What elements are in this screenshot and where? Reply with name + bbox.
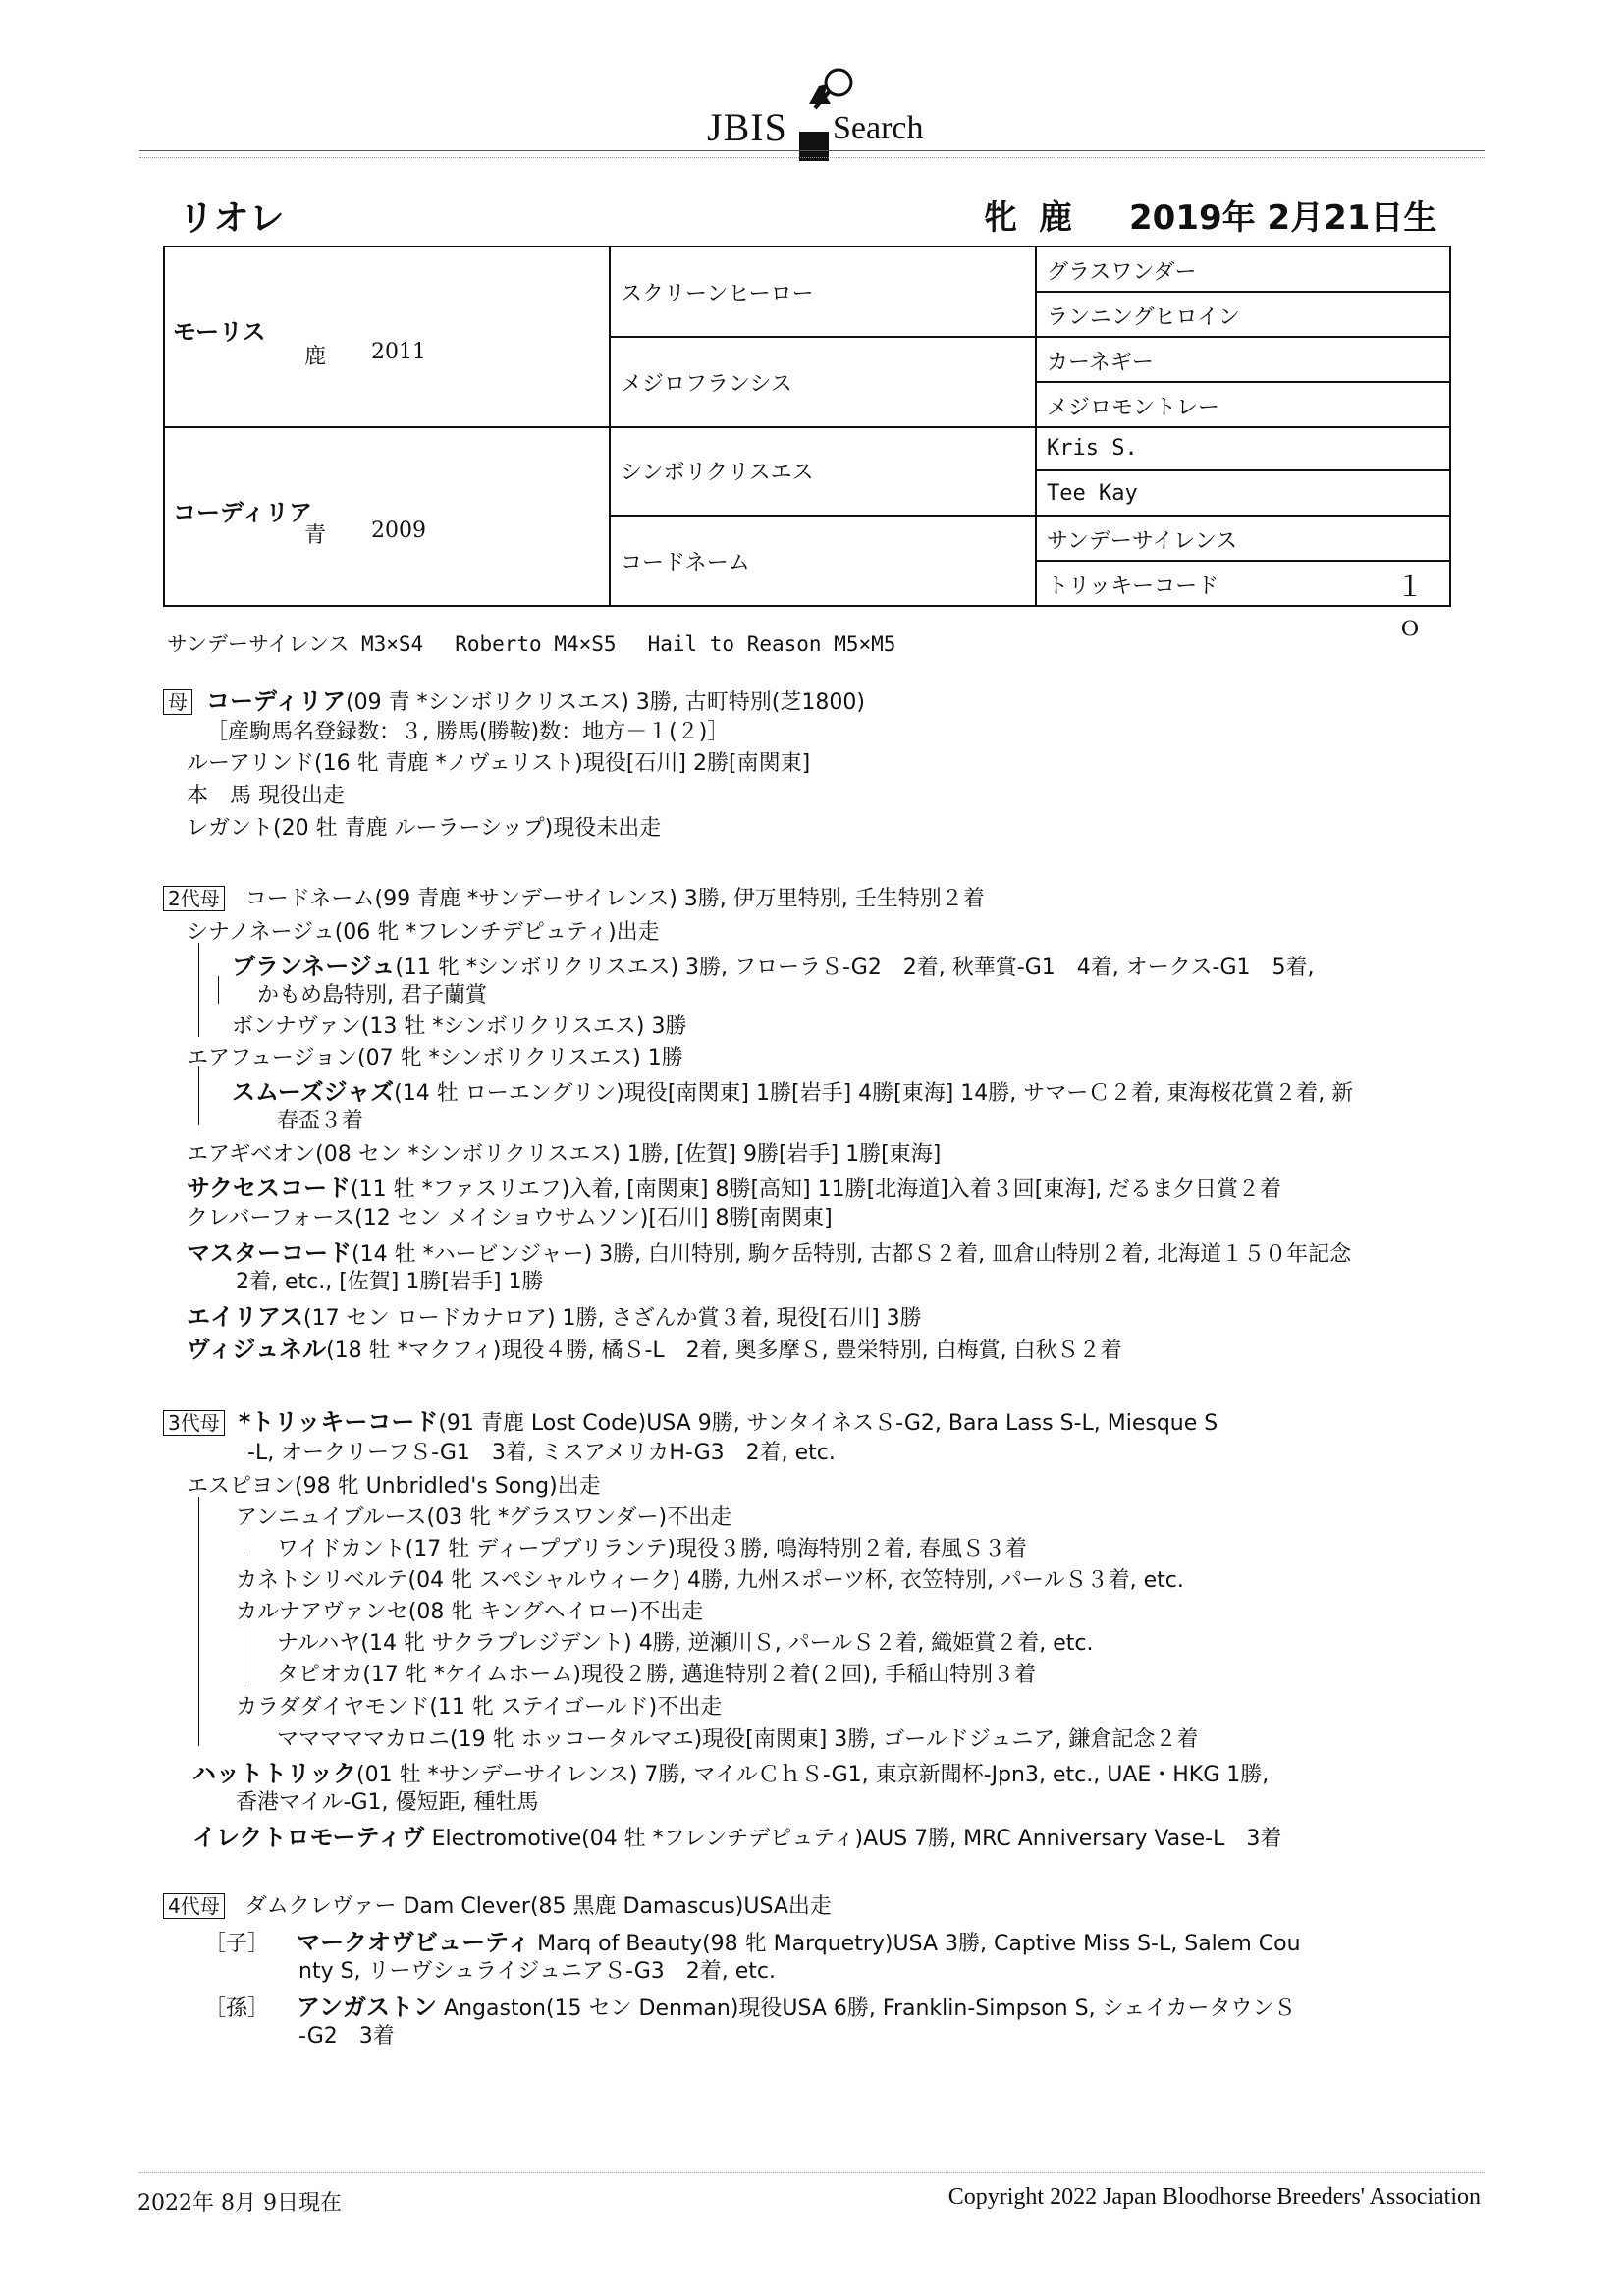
g3-line-9: カラダダイヤモンド(11 牝 ステイゴールド)不出走 — [236, 1695, 723, 1720]
great-grandparent-5: Kris S. — [1047, 436, 1138, 461]
g2-line-10: クレバーフォース(12 セン メイショウサムソン)[石川] 8勝[南関東] — [187, 1206, 833, 1230]
dam-progeny-3: レガント(20 牡 青鹿 ルーラーシップ)現役未出走 — [187, 816, 662, 841]
section-tag-fourth-dam: 4代母 — [163, 1893, 225, 1919]
tree-bar — [198, 1497, 199, 1746]
great-grandparent-1: グラスワンダー — [1047, 260, 1197, 285]
footer-copyright: Copyright 2022 Japan Bloodhorse Breeders' Association — [947, 2184, 1481, 2210]
second-dam-detail: コードネーム(99 青鹿 *サンデーサイレンス) 3勝, 伊万里特別, 壬生特別２着 — [244, 887, 985, 911]
g3-line-13: イレクトロモーティヴ Electromotive(04 牡 *フレンチデピュティ)AUS 7勝, MRC Anniversary Vase-L 3着 — [192, 1824, 1282, 1851]
grandparent-1: スクリーンヒーロー — [621, 282, 814, 306]
g4-line-2: nty S, リーヴシュライジュニアＳ-G3 2着, etc. — [298, 1959, 777, 1984]
great-grandparent-6: Tee Kay — [1047, 481, 1138, 506]
sire-name: モーリス — [173, 318, 266, 346]
tree-bar — [198, 1066, 199, 1125]
footer-rule — [139, 2172, 1485, 2173]
g3-line-11: ハットトリック(01 牡 *サンデーサイレンス) 7勝, マイルＣｈＳ-G1, 東京新聞杯-Jpn3, etc., UAE・HKG 1勝, — [192, 1760, 1270, 1787]
g2-line-7: 春盃３着 — [277, 1109, 364, 1133]
section-tag-third-dam: 3代母 — [163, 1410, 225, 1436]
inbreeding-item: Roberto M4×S5 — [455, 632, 617, 656]
inbreeding-item: サンデーサイレンス M3×S4 — [167, 632, 424, 656]
g3-line-1: -L, オークリーフＳ-G1 3着, ミスアメリカH-G3 2着, etc. — [247, 1441, 836, 1465]
dam-progeny-summary: ［産駒馬名登録数：３, 勝馬(勝鞍)数：地方－１(２)］ — [206, 720, 730, 744]
g3-line-3: アンニュイブルース(03 牝 *グラスワンダー)不出走 — [236, 1505, 732, 1530]
grandparent-4: コードネーム — [621, 551, 750, 575]
horse-sex: 牝 — [984, 198, 1017, 238]
sire-year: 2011 — [371, 340, 426, 364]
section-tag-second-dam: 2代母 — [163, 886, 225, 911]
header-rule — [139, 150, 1485, 151]
great-grandparent-2: ランニングヒロイン — [1047, 305, 1240, 330]
inbreeding-line — [167, 629, 927, 658]
horse-color: 鹿 — [1039, 198, 1072, 238]
g3-line-6: カルナアヴァンセ(08 牝 キングヘイロー)不出走 — [236, 1600, 704, 1624]
g2-line-4: ボンナヴァン(13 牡 *シンボリクリスエス) 3勝 — [232, 1014, 687, 1039]
g2-line-14: ヴィジュネル(18 牡 *マクフィ)現役４勝, 橘Ｓ-L 2着, 奥多摩Ｓ, 豊栄特別, 白梅賞, 白秋Ｓ２着 — [187, 1336, 1122, 1363]
dam-progeny-2: 本 馬 現役出走 — [187, 784, 345, 808]
g2-line-11: マスターコード(14 牡 *ハービンジャー) 3勝, 白川特別, 駒ケ岳特別, 古都Ｓ２着, 皿倉山特別２着, 北海道１５０年記念 — [187, 1239, 1352, 1267]
g3-line-5: カネトシリベルテ(04 牝 スペシャルウィーク) 4勝, 九州スポーツ杯, 衣笠特別, パールＳ３着, etc. — [236, 1568, 1184, 1593]
g3-line-7: ナルハヤ(14 牝 サクラプレジデント) 4勝, 逆瀬川Ｓ, パールＳ２着, 織姫賞２着, etc. — [277, 1631, 1094, 1656]
inbreeding-item: Hail to Reason M5×M5 — [647, 632, 896, 656]
g2-line-5: エアフュージョン(07 牝 *シンボリクリスエス) 1勝 — [187, 1046, 683, 1070]
third-dam-heading: 3代母 *トリッキーコード(91 青鹿 Lost Code)USA 9勝, サンタイネスＳ-G2, Bara Lass S-L, Miesque S — [163, 1402, 1218, 1437]
sire-color: 鹿 — [304, 345, 327, 369]
g2-line-6: スムーズジャズ(14 牡 ローエングリン)現役[南関東] 1勝[岩手] 4勝[東海] 14勝, サマーＣ２着, 東海桜花賞２着, 新 — [232, 1078, 1354, 1106]
jbis-search-logo — [707, 61, 943, 149]
horse-birth-date: 2019年 2月21日生 — [1129, 198, 1437, 238]
tree-bar — [218, 976, 219, 1004]
dam-heading-name: コーディリア — [206, 687, 347, 715]
logo-jbis-text: JBIS — [707, 105, 787, 149]
g3-line-2: エスピヨン(98 牝 Unbridled's Song)出走 — [187, 1474, 601, 1499]
grandparent-3: シンボリクリスエス — [621, 461, 814, 485]
g4-line-3: ［孫］ アンガストン Angaston(15 セン Denman)現役USA 6勝, Franklin-Simpson S, シェイカータウンＳ — [204, 1994, 1296, 2021]
g2-line-3: かもめ島特別, 君子蘭賞 — [257, 983, 487, 1008]
g4-line-1: ［子］ マークオヴビューティ Marq of Beauty(98 牝 Marquetry)USA 3勝, Captive Miss S-L, Salem Cou — [204, 1929, 1301, 1956]
great-grandparent-4: メジロモントレー — [1047, 396, 1220, 420]
footer-date: 2022年 8月 9日現在 — [137, 2191, 342, 2215]
great-grandparent-8: トリッキーコード — [1047, 574, 1219, 599]
horse-name: リオレ — [179, 198, 285, 239]
g3-line-10: マママママカロニ(19 牝 ホッコータルマエ)現役[南関東] 3勝, ゴールドジュニア, 鎌倉記念２着 — [277, 1727, 1199, 1752]
g2-line-9: サクセスコード(11 牡 *ファスリエフ)入着, [南関東] 8勝[高知] 11勝[北海道]入着３回[東海], だるま夕日賞２着 — [187, 1175, 1281, 1202]
g3-line-8: タピオカ(17 牝 *ケイムホーム)現役２勝, 邁進特別２着(２回), 手稲山特別３着 — [277, 1663, 1037, 1687]
g3-line-12: 香港マイル-G1, 優短距, 種牡馬 — [236, 1790, 539, 1815]
dam-name: コーディリア — [173, 499, 313, 526]
family-number: １ｏ — [1396, 571, 1425, 642]
dam-color: 青 — [304, 523, 327, 548]
tree-bar — [198, 943, 199, 1037]
fourth-dam-heading: 4代母 ダムクレヴァー Dam Clever(85 黒鹿 Damascus)USA出走 — [163, 1889, 832, 1920]
g2-line-12: 2着, etc., [佐賀] 1勝[岩手] 1勝 — [236, 1270, 544, 1294]
header-rule-dotted — [139, 157, 1485, 158]
second-dam-heading — [163, 882, 985, 912]
section-tag-dam: 母 — [163, 689, 192, 715]
g3-line-4: ワイドカント(17 牡 ディープブリランテ)現役３勝, 鳴海特別２着, 春風Ｓ３着 — [277, 1537, 1028, 1561]
dam-heading — [163, 682, 865, 716]
g2-line-2: ブランネージュ(11 牝 *シンボリクリスエス) 3勝, フローラＳ-G2 2着, 秋華賞-G1 4着, オークス-G1 5着, — [232, 953, 1315, 980]
g2-line-1: シナノネージュ(06 牝 *フレンチデピュティ)出走 — [187, 920, 660, 945]
dam-progeny-1: ルーアリンド(16 牝 青鹿 *ノヴェリスト)現役[石川] 2勝[南関東] — [187, 751, 811, 776]
g2-line-13: エイリアス(17 セン ロードカナロア) 1勝, さざんか賞３着, 現役[石川] 3勝 — [187, 1303, 922, 1331]
g2-line-8: エアギベオン(08 セン *シンボリクリスエス) 1勝, [佐賀] 9勝[岩手] 1勝[東海] — [187, 1142, 942, 1167]
g4-line-4: -G2 3着 — [298, 2024, 395, 2049]
great-grandparent-3: カーネギー — [1047, 351, 1154, 375]
logo-search-text: Search — [833, 110, 924, 146]
dam-year: 2009 — [371, 519, 426, 543]
pedigree-table — [163, 246, 1451, 642]
dam-heading-detail: (09 青 *シンボリクリスエス) 3勝, 古町特別(芝1800) — [346, 690, 865, 715]
great-grandparent-7: サンデーサイレンス — [1047, 529, 1238, 554]
grandparent-2: メジロフランシス — [621, 372, 792, 397]
